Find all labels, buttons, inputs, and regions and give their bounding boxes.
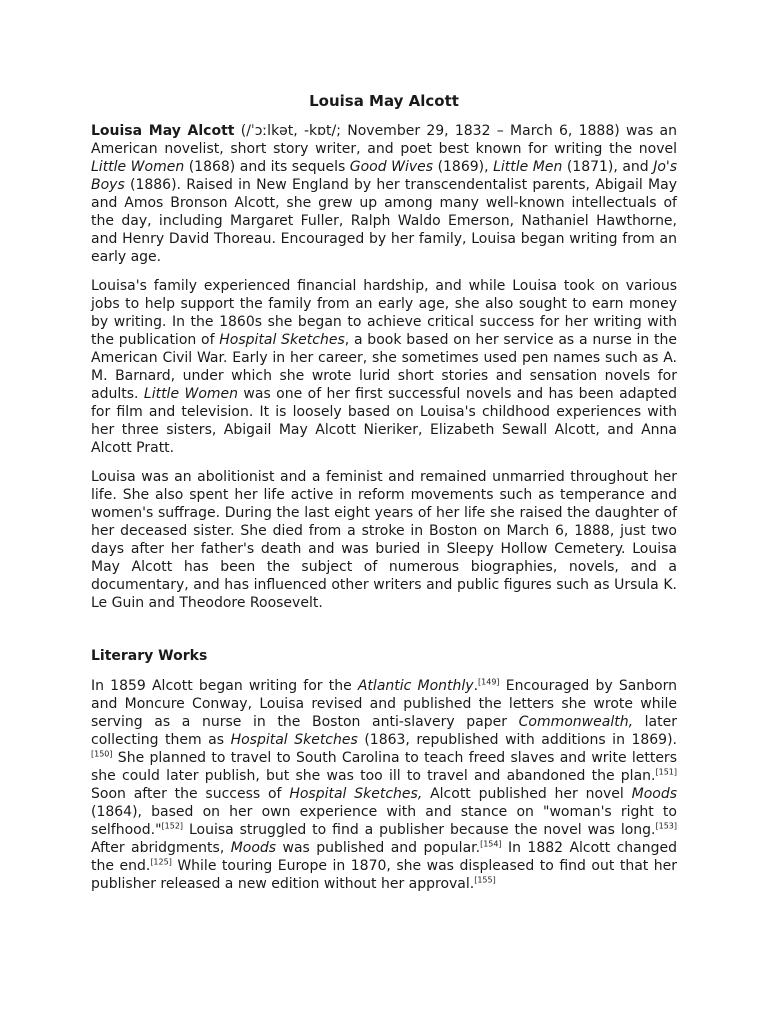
citation-ref[interactable]: [149] (478, 677, 500, 687)
paragraph-career: Louisa's family experienced financial hardship, and while Louisa took on various jobs to help support the family from an early age, she also sought to earn money by writing. In the 1860s she began to achieve critical success for her writing with the publication of Hospital Sketches, a book based on her service as a nurse in the American Civil War. Early in her career, she sometimes used pen names such as A. M. Barnard, under which she wrote lurid short stories and sensation novels for adults. Little Women was one of her first successful novels and has been adapted for film and television. It is loosely based on Louisa's childhood experiences with her three sisters, Abigail May Alcott Nieriker, Elizabeth Sewall Alcott, and Anna Alcott Pratt. (91, 278, 678, 456)
book-title: Little Men (493, 159, 563, 175)
publication-title: Commonwealth, (518, 714, 634, 730)
book-title: Hospital Sketches (230, 732, 358, 748)
document-title: Louisa May Alcott (309, 92, 459, 110)
citation-ref[interactable]: [155] (474, 875, 496, 885)
book-title: Little Women (91, 159, 185, 175)
book-title: Moods (230, 840, 277, 856)
book-title: Hospital Sketches, (289, 786, 423, 802)
book-title: Little Women (143, 386, 239, 402)
paragraph-life: Louisa was an abolitionist and a feminist and remained unmarried throughout her life. She also spent her life active in reform movements such as temperance and women's suffrage. During the last eight years of her life she raised the daughter of her deceased sister. She died from a stroke in Boston on March 6, 1888, just two days after her father's death and was buried in Sleepy Hollow Cemetery. Louisa May Alcott has been the subject of numerous biographies, novels, and a documentary, and has influenced other writers and public figures such as Ursula K. Le Guin and Theodore Roosevelt. (91, 469, 677, 611)
paragraph-literary-works: In 1859 Alcott began writing for the Atlantic Monthly.[149] Encouraged by Sanborn and Moncure Conway, Louisa revised and published the letters she wrote while serving as a nurse in the Boston anti-slavery paper Commonwealth, later collecting them as Hospital Sketches (1863, republished with additions in 1869).[150] She planned to travel to South Carolina to teach freed slaves and write letters she could later publish, but she was too ill to travel and abandoned the plan.[151] Soon after the success of Hospital Sketches, Alcott published her novel Moods (1864), based on her own experience with and stance on "woman's right to selfhood."[152] Louisa struggled to find a publisher because the novel was long.[153] After abridgments, Moods was published and popular.[154] In 1882 Alcott changed the end.[125] While touring Europe in 1870, she was displeased to find out that her publisher released a new edition without her approval.[155] (91, 677, 678, 892)
paragraph-intro: Louisa May Alcott (/ˈɔːlkət, -kɒt/; November 29, 1832 – March 6, 1888) was an American novelist, short story writer, and poet best known for writing the novel Little Women (1868) and its sequels Good Wives (1869), Little Men (1871), and Jo's Boys (1886). Raised in New England by her transcendentalist parents, Abigail May and Amos Bronson Alcott, she grew up among many well-known intellectuals of the day, including Margaret Fuller, Ralph Waldo Emerson, Nathaniel Hawthorne, and Henry David Thoreau. Encouraged by her family, Louisa began writing from an early age. (91, 123, 678, 265)
book-title: Moods (631, 786, 677, 802)
citation-ref[interactable]: [150] (91, 749, 113, 759)
citation-ref[interactable]: [151] (655, 767, 677, 777)
book-title: Good Wives (349, 159, 434, 175)
subject-name: Louisa May Alcott (91, 123, 235, 139)
citation-ref[interactable]: [152] (161, 821, 184, 831)
citation-ref[interactable]: [153] (655, 821, 677, 831)
book-title: Hospital Sketches (219, 332, 345, 348)
section-heading: Literary Works (91, 648, 208, 664)
citation-ref[interactable]: [154] (480, 839, 502, 849)
citation-ref[interactable]: [125] (150, 857, 172, 867)
book-title: Jo's Boys (91, 159, 678, 193)
publication-title: Atlantic Monthly (357, 678, 474, 694)
